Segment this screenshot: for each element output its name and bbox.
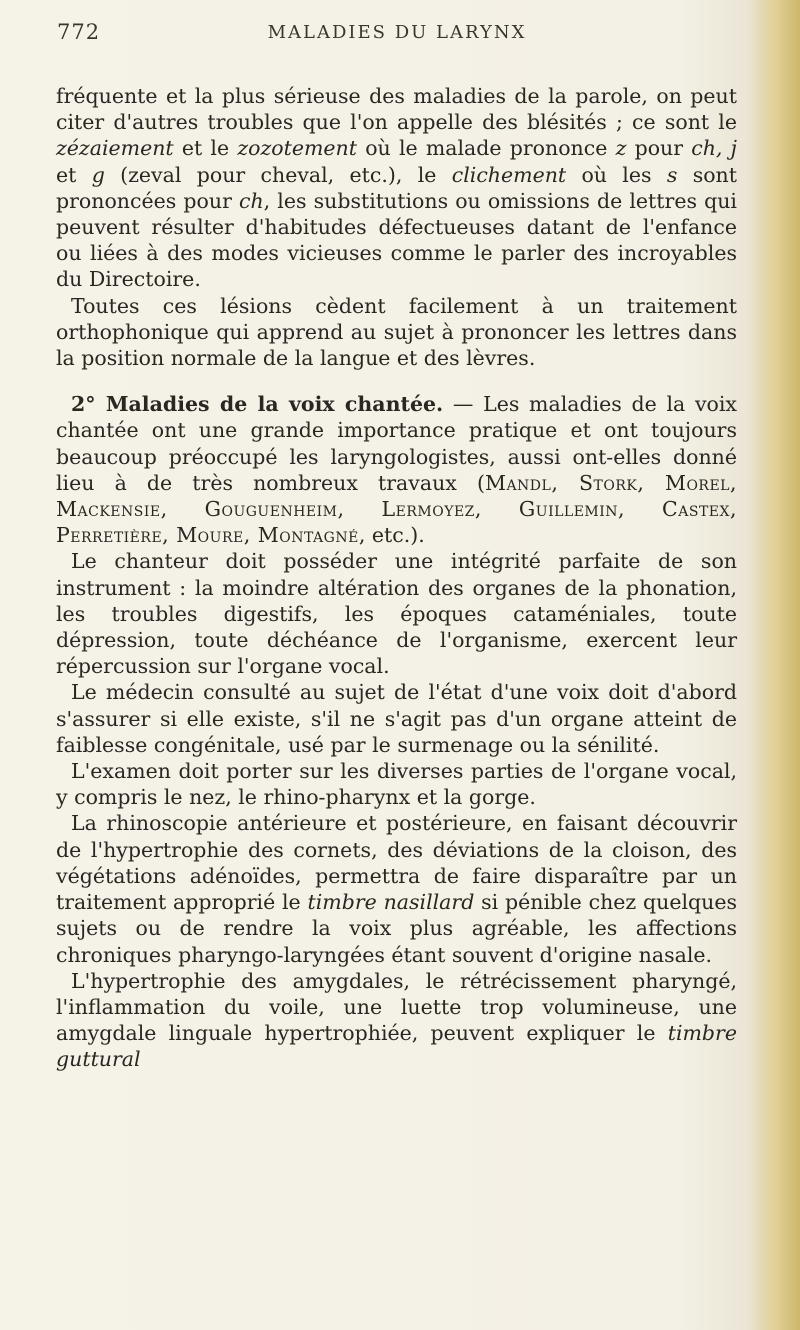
italic-term: s <box>666 162 678 187</box>
body-text <box>56 83 737 1073</box>
text-run: L'hypertrophie des amygdales, le rétrécissement pharyngé, l'inflammation du voile, une luette trop volumineuse, une amygdale linguale hypertrophiée, peuvent expliquer le <box>56 968 737 1046</box>
section-heading: 2° Maladies de la voix chantée. <box>71 392 444 417</box>
text-run: L'examen doit porter sur les diverses parties de l'organe vocal, y compris le nez, le rhino-pharynx et la gorge. <box>56 759 737 810</box>
paragraph <box>56 548 737 679</box>
italic-term: ch, <box>691 136 723 161</box>
italic-term: timbre guttural <box>56 1021 737 1072</box>
paragraph <box>56 758 737 810</box>
page-edge-shading <box>748 0 800 1330</box>
text-run: si pénible chez quelques sujets ou de rendre la voix plus agréable, les affections chroniques pharyngo-laryngées étant souvent d'origine nasale. <box>56 890 738 967</box>
text-run: Toutes ces lésions cèdent facilement à un traitement orthophonique qui apprend au sujet à prononcer les lettres dans la position normale de la langue et des lèvres. <box>56 293 737 371</box>
italic-term: clichement <box>451 162 567 187</box>
italic-term: j <box>730 136 738 161</box>
page-header <box>57 20 737 60</box>
page-number: 772 <box>57 20 101 44</box>
italic-term: zozotement <box>237 136 357 161</box>
paragraph <box>56 391 737 548</box>
text-run <box>722 136 730 160</box>
text-run: , etc.). <box>358 523 425 548</box>
paragraph <box>56 293 737 372</box>
author-names: Mandl, Stork, Morel, Mackensie, Gouguenheim, Lermoyez, Guillemin, Castex, Perretière, Moure, Montagné <box>56 470 737 548</box>
text-run: où les <box>566 162 667 187</box>
text-run: où le malade prononce <box>357 136 616 161</box>
text-run: Le médecin consulté au sujet de l'état d'une voix doit d'abord s'assurer si elle existe, s'il ne s'agit pas d'un organe atteint de faiblesse congénitale, usé par le surmenage ou la sénilité. <box>56 680 737 757</box>
paragraph <box>56 83 737 293</box>
text-run: pour <box>626 136 692 161</box>
paragraph <box>56 810 737 967</box>
text-run: , les substitutions ou omissions de lettres qui peuvent résulter d'habitudes défectueuses datant de l'enfance ou liées à des modes vicieuses comme le parler des incroyables du Directoire. <box>56 188 737 292</box>
paragraph <box>56 968 737 1073</box>
text-run: — Les maladies de la voix chantée ont une grande importance pratique et ont toujours beaucoup préoccupé les laryngologistes, aussi ont-elles donné lieu à de très nombreux travaux ( <box>56 392 737 495</box>
text-run: La rhinoscopie antérieure et postérieure, en faisant découvrir de l'hypertrophie des cornets, des déviations de la cloison, des végétations adénoïdes, permettra de faire disparaître par un traitement approprié le <box>56 811 737 915</box>
running-title: MALADIES DU LARYNX <box>267 22 527 43</box>
italic-term: z <box>615 136 627 161</box>
italic-term: g <box>91 162 105 187</box>
italic-term: zézaiement <box>56 136 174 161</box>
paragraph <box>56 679 737 758</box>
italic-term: timbre nasillard <box>307 890 475 915</box>
text-run: fréquente et la plus sérieuse des maladies de la parole, on peut citer d'autres troubles que l'on appelle des blésités ; ce sont le <box>56 84 737 135</box>
italic-term: ch <box>238 188 264 213</box>
text-run: (zeval pour cheval, etc.), le <box>104 162 452 187</box>
text-run: sont prononcées pour <box>56 162 737 213</box>
text-run: Le chanteur doit posséder une intégrité parfaite de son instrument : la moindre altération des organes de la phonation, les troubles digestifs, les époques cataméniales, toute dépression, toute déchéance de l'organisme, exercent leur répercussion sur l'organe vocal. <box>56 549 737 679</box>
text-run: et le <box>173 136 238 161</box>
text-run: et <box>56 162 92 187</box>
